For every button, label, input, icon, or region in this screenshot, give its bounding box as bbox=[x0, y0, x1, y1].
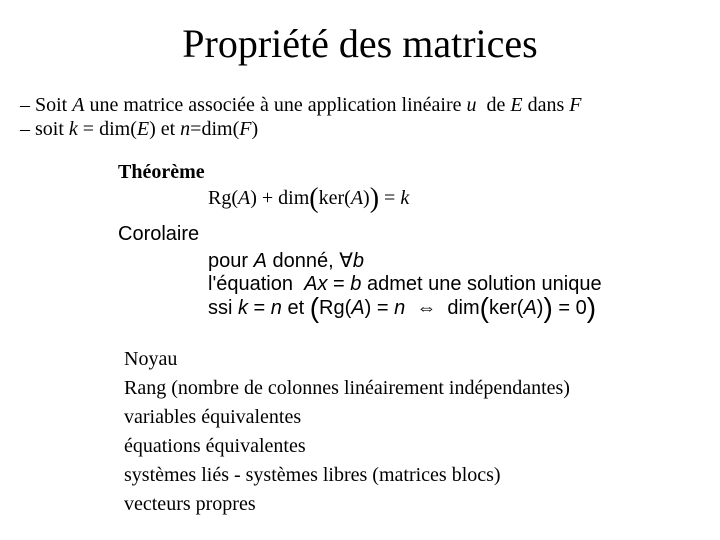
intro-line-matrix: – Soit A une matrice associée à une application linéaire u de E dans F bbox=[20, 94, 582, 116]
corollary-line-1: pour A donné, ∀b bbox=[208, 250, 365, 272]
topic-item: Noyau bbox=[124, 348, 178, 370]
corollary-line-2: l'équation Ax = b admet une solution unique bbox=[208, 273, 602, 295]
topic-item: Rang (nombre de colonnes linéairement indépendantes) bbox=[124, 377, 570, 399]
topic-item: systèmes liés - systèmes libres (matrices blocs) bbox=[124, 464, 501, 486]
slide-title: Propriété des matrices bbox=[182, 21, 538, 66]
topic-item: vecteurs propres bbox=[124, 493, 256, 515]
intro-block bbox=[20, 93, 710, 141]
intro-line-dimensions: – soit k = dim(E) et n=dim(F) bbox=[20, 118, 259, 140]
theorem-block bbox=[118, 160, 678, 325]
corollary-heading: Corolaire bbox=[118, 223, 200, 245]
theorem-formula: Rg(A) + dim(ker(A)) = k bbox=[208, 183, 410, 214]
corollary-line-3: ssi k = n et (Rg(A) = n ⇔ dim(ker(A)) = 0) bbox=[208, 292, 597, 323]
topic-list bbox=[124, 345, 714, 519]
theorem-heading: Théorème bbox=[118, 161, 205, 183]
topic-item: équations équivalentes bbox=[124, 435, 306, 457]
topic-item: variables équivalentes bbox=[124, 406, 302, 428]
